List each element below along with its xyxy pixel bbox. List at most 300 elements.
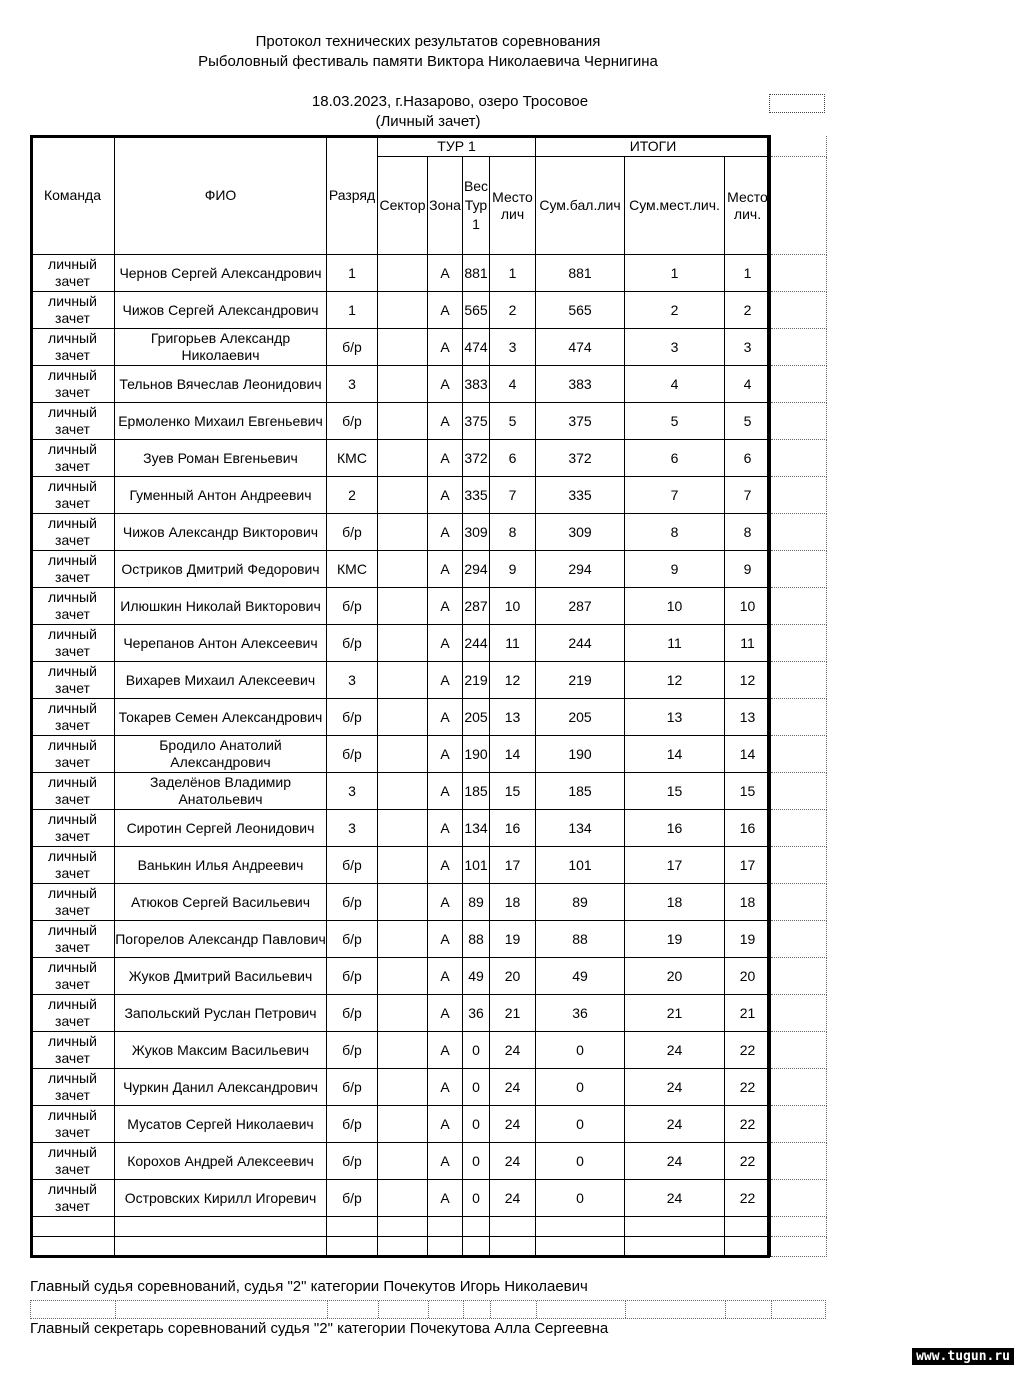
empty-cell [625, 1237, 725, 1257]
sum-points-cell: 375 [536, 403, 625, 440]
table-row [31, 1032, 827, 1069]
place-cell: 5 [490, 403, 536, 440]
zone-cell: А [428, 551, 463, 588]
sum-places-cell: 24 [625, 1069, 725, 1106]
chief-judge: Главный судья соревнований, судья "2" категории Почекутов Игорь Николаевич [30, 1278, 588, 1295]
weight-cell: 244 [463, 625, 490, 662]
ext-cell [771, 736, 827, 773]
rank-cell: б/р [327, 1180, 378, 1217]
ext-cell [771, 403, 827, 440]
table-row [31, 773, 827, 810]
sum-places-cell: 2 [625, 292, 725, 329]
zone-cell: А [428, 403, 463, 440]
sum-places-cell: 21 [625, 995, 725, 1032]
sector-cell [378, 810, 428, 847]
sum-places-cell: 9 [625, 551, 725, 588]
team-cell: личный зачет [31, 1106, 115, 1143]
ext-cell [771, 477, 827, 514]
table-row [31, 995, 827, 1032]
ext-cell [771, 440, 827, 477]
col-sum-points-header: Сум.бал.лич [536, 157, 625, 255]
weight-cell: 190 [463, 736, 490, 773]
team-cell: личный зачет [31, 810, 115, 847]
team-cell: личный зачет [31, 514, 115, 551]
fio-cell: Заделёнов Владимир Анатольевич [115, 773, 327, 810]
table-row [31, 736, 827, 773]
fio-cell: Островских Кирилл Игоревич [115, 1180, 327, 1217]
empty-cell [31, 1217, 115, 1237]
sum-points-cell: 372 [536, 440, 625, 477]
ext-cell [771, 1237, 827, 1257]
rank-cell: б/р [327, 329, 378, 366]
final-place-cell: 2 [725, 292, 771, 329]
sector-cell [378, 440, 428, 477]
place-cell: 4 [490, 366, 536, 403]
sum-points-cell: 474 [536, 329, 625, 366]
rank-cell: КМС [327, 551, 378, 588]
sector-cell [378, 699, 428, 736]
empty-cell [725, 1237, 771, 1257]
sector-cell [378, 736, 428, 773]
protocol-title: Протокол технических результатов соревнования [255, 33, 601, 50]
place-cell: 9 [490, 551, 536, 588]
ext-cell [771, 995, 827, 1032]
place-cell: 3 [490, 329, 536, 366]
sector-cell [378, 477, 428, 514]
sum-points-cell: 383 [536, 366, 625, 403]
zone-cell: А [428, 440, 463, 477]
empty-row [31, 1217, 827, 1237]
team-cell: личный зачет [31, 292, 115, 329]
zone-cell: А [428, 477, 463, 514]
ext-cell [771, 255, 827, 292]
results-table [30, 135, 827, 1257]
sum-points-cell: 0 [536, 1180, 625, 1217]
sum-places-cell: 6 [625, 440, 725, 477]
fio-cell: Сиротин Сергей Леонидович [115, 810, 327, 847]
sector-cell [378, 1106, 428, 1143]
rank-cell: б/р [327, 995, 378, 1032]
final-place-cell: 7 [725, 477, 771, 514]
sum-points-cell: 36 [536, 995, 625, 1032]
team-cell: личный зачет [31, 1032, 115, 1069]
empty-cell [536, 1217, 625, 1237]
sector-cell [378, 958, 428, 995]
ext-cell [771, 662, 827, 699]
final-place-cell: 6 [725, 440, 771, 477]
team-cell: личный зачет [31, 366, 115, 403]
table-row [31, 440, 827, 477]
zone-cell: А [428, 699, 463, 736]
sector-cell [378, 1069, 428, 1106]
rank-cell: 3 [327, 366, 378, 403]
table-row [31, 699, 827, 736]
table-row [31, 1069, 827, 1106]
sector-cell [378, 551, 428, 588]
place-cell: 12 [490, 662, 536, 699]
header-row-1 [31, 136, 827, 157]
team-cell: личный зачет [31, 477, 115, 514]
sum-places-cell: 19 [625, 921, 725, 958]
final-place-cell: 15 [725, 773, 771, 810]
weight-cell: 881 [463, 255, 490, 292]
empty-cell [490, 1217, 536, 1237]
empty-cell [115, 1217, 327, 1237]
sector-cell [378, 884, 428, 921]
final-place-cell: 22 [725, 1143, 771, 1180]
zone-cell: А [428, 625, 463, 662]
zone-cell: А [428, 1106, 463, 1143]
fio-cell: Гуменный Антон Андреевич [115, 477, 327, 514]
ext-cell [771, 921, 827, 958]
empty-row [31, 1237, 827, 1257]
ext-cell [771, 136, 827, 157]
table-row [31, 847, 827, 884]
table-row [31, 1180, 827, 1217]
place-cell: 14 [490, 736, 536, 773]
sum-places-cell: 15 [625, 773, 725, 810]
place-cell: 13 [490, 699, 536, 736]
place-cell: 24 [490, 1106, 536, 1143]
place-cell: 20 [490, 958, 536, 995]
weight-cell: 375 [463, 403, 490, 440]
final-place-cell: 11 [725, 625, 771, 662]
final-place-cell: 19 [725, 921, 771, 958]
empty-cell [31, 1237, 115, 1257]
col-zone-header: Зона [428, 157, 463, 255]
team-cell: личный зачет [31, 255, 115, 292]
place-cell: 24 [490, 1069, 536, 1106]
ext-cell [771, 773, 827, 810]
ext-cell [771, 1143, 827, 1180]
final-place-cell: 21 [725, 995, 771, 1032]
place-cell: 1 [490, 255, 536, 292]
weight-cell: 0 [463, 1180, 490, 1217]
final-place-cell: 18 [725, 884, 771, 921]
sum-places-cell: 16 [625, 810, 725, 847]
sum-points-cell: 0 [536, 1069, 625, 1106]
weight-cell: 49 [463, 958, 490, 995]
zone-cell: А [428, 884, 463, 921]
sector-cell [378, 773, 428, 810]
ext-cell [771, 157, 827, 255]
weight-cell: 309 [463, 514, 490, 551]
team-cell: личный зачет [31, 736, 115, 773]
final-place-cell: 5 [725, 403, 771, 440]
fio-cell: Черепанов Антон Алексеевич [115, 625, 327, 662]
rank-cell: 3 [327, 810, 378, 847]
team-cell: личный зачет [31, 329, 115, 366]
team-cell: личный зачет [31, 699, 115, 736]
table-row [31, 551, 827, 588]
final-place-cell: 3 [725, 329, 771, 366]
table-row [31, 292, 827, 329]
rank-cell: 3 [327, 662, 378, 699]
zone-cell: А [428, 588, 463, 625]
col-place-header: Место лич [490, 157, 536, 255]
zone-cell: А [428, 810, 463, 847]
ext-cell [771, 1069, 827, 1106]
sum-places-cell: 17 [625, 847, 725, 884]
event-title: Рыболовный фестиваль памяти Виктора Николаевича Чернигина [198, 53, 658, 70]
team-cell: личный зачет [31, 1143, 115, 1180]
rank-cell: б/р [327, 1143, 378, 1180]
weight-cell: 185 [463, 773, 490, 810]
sum-places-cell: 5 [625, 403, 725, 440]
weight-cell: 88 [463, 921, 490, 958]
team-cell: личный зачет [31, 662, 115, 699]
fio-cell: Тельнов Вячеслав Леонидович [115, 366, 327, 403]
sum-points-cell: 0 [536, 1106, 625, 1143]
final-place-cell: 10 [725, 588, 771, 625]
sum-places-cell: 24 [625, 1143, 725, 1180]
sector-cell [378, 995, 428, 1032]
table-row [31, 921, 827, 958]
fio-cell: Чижов Сергей Александрович [115, 292, 327, 329]
rank-cell: б/р [327, 958, 378, 995]
final-place-cell: 16 [725, 810, 771, 847]
sum-points-cell: 244 [536, 625, 625, 662]
ext-cell [771, 884, 827, 921]
ext-cell [771, 810, 827, 847]
sum-places-cell: 20 [625, 958, 725, 995]
sector-cell [378, 847, 428, 884]
sum-points-cell: 565 [536, 292, 625, 329]
team-cell: личный зачет [31, 440, 115, 477]
empty-cell [463, 1217, 490, 1237]
fio-cell: Атюков Сергей Васильевич [115, 884, 327, 921]
empty-cell [115, 1237, 327, 1257]
final-place-cell: 22 [725, 1069, 771, 1106]
empty-cell-box [769, 94, 825, 113]
weight-cell: 36 [463, 995, 490, 1032]
weight-cell: 134 [463, 810, 490, 847]
rank-cell: б/р [327, 699, 378, 736]
final-place-cell: 14 [725, 736, 771, 773]
col-final-place-header: Место лич. [725, 157, 771, 255]
ext-cell [771, 699, 827, 736]
place-cell: 8 [490, 514, 536, 551]
team-cell: личный зачет [31, 588, 115, 625]
final-place-cell: 17 [725, 847, 771, 884]
zone-cell: А [428, 1032, 463, 1069]
sum-points-cell: 335 [536, 477, 625, 514]
place-cell: 17 [490, 847, 536, 884]
sector-cell [378, 1032, 428, 1069]
fio-cell: Жуков Дмитрий Васильевич [115, 958, 327, 995]
fio-cell: Остриков Дмитрий Федорович [115, 551, 327, 588]
table-row [31, 662, 827, 699]
zone-cell: А [428, 1069, 463, 1106]
fio-cell: Ермоленко Михаил Евгеньевич [115, 403, 327, 440]
sum-points-cell: 0 [536, 1032, 625, 1069]
empty-cell [327, 1237, 378, 1257]
place-cell: 11 [490, 625, 536, 662]
weight-cell: 372 [463, 440, 490, 477]
rank-cell: КМС [327, 440, 378, 477]
ext-cell [771, 1180, 827, 1217]
fio-cell: Чуркин Данил Александрович [115, 1069, 327, 1106]
team-cell: личный зачет [31, 773, 115, 810]
sum-points-cell: 219 [536, 662, 625, 699]
fio-cell: Бродило Анатолий Александрович [115, 736, 327, 773]
rank-cell: 1 [327, 255, 378, 292]
sum-points-cell: 309 [536, 514, 625, 551]
table-row [31, 1143, 827, 1180]
weight-cell: 101 [463, 847, 490, 884]
empty-cell [490, 1237, 536, 1257]
col-fio-header: ФИО [115, 136, 327, 255]
weight-cell: 383 [463, 366, 490, 403]
sum-places-cell: 18 [625, 884, 725, 921]
sector-cell [378, 514, 428, 551]
sum-points-cell: 287 [536, 588, 625, 625]
fio-cell: Жуков Максим Васильевич [115, 1032, 327, 1069]
zone-cell: А [428, 847, 463, 884]
empty-cell [428, 1237, 463, 1257]
table-row [31, 255, 827, 292]
team-cell: личный зачет [31, 884, 115, 921]
ext-cell [771, 625, 827, 662]
ext-cell [771, 292, 827, 329]
final-place-cell: 22 [725, 1180, 771, 1217]
zone-cell: А [428, 1180, 463, 1217]
sum-places-cell: 8 [625, 514, 725, 551]
sum-places-cell: 24 [625, 1032, 725, 1069]
final-place-cell: 1 [725, 255, 771, 292]
final-place-cell: 9 [725, 551, 771, 588]
sum-points-cell: 101 [536, 847, 625, 884]
site-watermark: www.tugun.ru [912, 1348, 1014, 1365]
sum-points-cell: 49 [536, 958, 625, 995]
table-row [31, 810, 827, 847]
rank-cell: б/р [327, 588, 378, 625]
zone-cell: А [428, 1143, 463, 1180]
sum-places-cell: 4 [625, 366, 725, 403]
table-row [31, 884, 827, 921]
rank-cell: б/р [327, 514, 378, 551]
final-place-cell: 4 [725, 366, 771, 403]
zone-cell: А [428, 921, 463, 958]
ext-cell [771, 1106, 827, 1143]
fio-cell: Мусатов Сергей Николаевич [115, 1106, 327, 1143]
sum-places-cell: 1 [625, 255, 725, 292]
team-cell: личный зачет [31, 1180, 115, 1217]
team-cell: личный зачет [31, 958, 115, 995]
empty-cell [725, 1217, 771, 1237]
fio-cell: Корохов Андрей Алексеевич [115, 1143, 327, 1180]
table-row [31, 366, 827, 403]
final-place-cell: 22 [725, 1032, 771, 1069]
sum-points-cell: 88 [536, 921, 625, 958]
sector-cell [378, 625, 428, 662]
empty-cell [378, 1237, 428, 1257]
sum-points-cell: 185 [536, 773, 625, 810]
sum-places-cell: 7 [625, 477, 725, 514]
sector-cell [378, 329, 428, 366]
table-row [31, 958, 827, 995]
sector-cell [378, 403, 428, 440]
empty-cell [428, 1217, 463, 1237]
table-row [31, 514, 827, 551]
rank-cell: б/р [327, 1106, 378, 1143]
place-cell: 24 [490, 1143, 536, 1180]
ext-cell [771, 588, 827, 625]
sector-cell [378, 292, 428, 329]
sector-cell [378, 1143, 428, 1180]
fio-cell: Вихарев Михаил Алексеевич [115, 662, 327, 699]
standing-type: (Личный зачет) [375, 113, 481, 130]
sum-points-cell: 134 [536, 810, 625, 847]
sum-places-cell: 24 [625, 1106, 725, 1143]
rank-cell: б/р [327, 1032, 378, 1069]
totals-group-header: ИТОГИ [536, 136, 771, 157]
tour-group-header: ТУР 1 [378, 136, 536, 157]
place-cell: 24 [490, 1180, 536, 1217]
sector-cell [378, 588, 428, 625]
ext-cell [771, 847, 827, 884]
sector-cell [378, 921, 428, 958]
weight-cell: 0 [463, 1032, 490, 1069]
team-cell: личный зачет [31, 1069, 115, 1106]
event-date-location: 18.03.2023, г.Назарово, озеро Тросовое [311, 93, 589, 110]
team-cell: личный зачет [31, 921, 115, 958]
zone-cell: А [428, 292, 463, 329]
rank-cell: б/р [327, 1069, 378, 1106]
ext-cell [771, 551, 827, 588]
empty-cell [536, 1237, 625, 1257]
fio-cell: Григорьев Александр Николаевич [115, 329, 327, 366]
ext-cell [771, 329, 827, 366]
place-cell: 7 [490, 477, 536, 514]
sum-places-cell: 10 [625, 588, 725, 625]
place-cell: 21 [490, 995, 536, 1032]
table-row [31, 477, 827, 514]
empty-cell [327, 1217, 378, 1237]
final-place-cell: 13 [725, 699, 771, 736]
weight-cell: 0 [463, 1143, 490, 1180]
table-row [31, 403, 827, 440]
table-row [31, 329, 827, 366]
weight-cell: 89 [463, 884, 490, 921]
col-team-header: Команда [31, 136, 115, 255]
fio-cell: Запольский Руслан Петрович [115, 995, 327, 1032]
table-row [31, 1106, 827, 1143]
fio-cell: Чижов Александр Викторович [115, 514, 327, 551]
ext-cell [771, 1217, 827, 1237]
col-sector-header: Сектор [378, 157, 428, 255]
sector-cell [378, 1180, 428, 1217]
fio-cell: Ванькин Илья Андреевич [115, 847, 327, 884]
table-row [31, 625, 827, 662]
fio-cell: Погорелов Александр Павлович [115, 921, 327, 958]
final-place-cell: 8 [725, 514, 771, 551]
rank-cell: б/р [327, 884, 378, 921]
zone-cell: А [428, 366, 463, 403]
weight-cell: 335 [463, 477, 490, 514]
weight-cell: 0 [463, 1069, 490, 1106]
place-cell: 6 [490, 440, 536, 477]
zone-cell: А [428, 662, 463, 699]
ext-cell [771, 958, 827, 995]
place-cell: 18 [490, 884, 536, 921]
sector-cell [378, 255, 428, 292]
zone-cell: А [428, 514, 463, 551]
rank-cell: 2 [327, 477, 378, 514]
weight-cell: 287 [463, 588, 490, 625]
sum-places-cell: 12 [625, 662, 725, 699]
fio-cell: Чернов Сергей Александрович [115, 255, 327, 292]
